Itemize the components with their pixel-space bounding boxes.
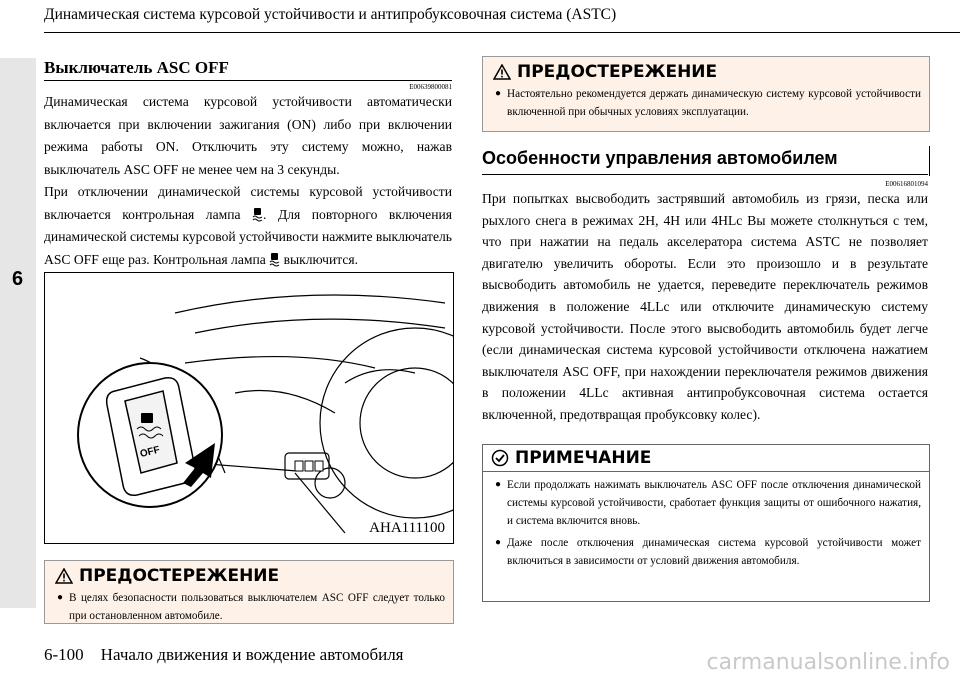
page-number: 6-100 [44,645,84,664]
page-footer [44,645,404,665]
warning-heading [45,561,453,589]
section-asc-off [44,58,452,271]
section-title: Выключатель ASC OFF [44,58,452,81]
warning-item [57,589,445,625]
note-item [495,476,921,530]
warning-triangle-icon [55,568,73,584]
paragraph-text: . Для повторного включения динамической системы курсовой устойчивости нажмите выключатель ASC OFF еще раз. Контрольная лампа [44,206,452,267]
note-item-text: Если продолжать нажимать выключатель ASC OFF после отключения динамической системы курсовой устойчивости, сработает функция защиты от ошибочного нажатия, и система включится вновь. [507,479,921,527]
warning-box-right [482,56,930,132]
bullet-icon: ● [495,88,502,99]
asc-off-lamp-icon [269,252,280,267]
dashboard-drawing [45,273,453,543]
section-title-handling [482,148,928,169]
title-bar [929,146,930,176]
note-item-text: Даже после отключения динамическая система курсовой устойчивости может включиться в зависимости от условий движения автомобиля. [507,537,921,567]
warning-body [45,589,453,631]
section-code: E00639800081 [409,83,452,91]
bullet-icon: ● [495,537,502,548]
warning-box-left [44,560,454,624]
note-item [495,534,921,570]
watermark: carmanualsonline.info [706,650,950,675]
section-handling [482,178,928,426]
running-header: Динамическая система курсовой устойчивости и антипробуксовочная система (ASTC) [44,6,617,23]
note-body [483,472,929,576]
chapter-number: 6 [12,268,24,290]
warning-item-text: Настоятельно рекомендуется держать динамическую систему курсовой устойчивости включенной при обычных условиях эксплуатации. [507,88,921,118]
warning-heading-text: ПРЕДОСТЕРЕЖЕНИЕ [79,566,280,586]
warning-item [495,85,921,121]
warning-heading [483,57,929,85]
warning-heading-text: ПРЕДОСТЕРЕЖЕНИЕ [517,62,718,82]
chapter-title: Начало движения и вождение автомобиля [100,645,404,664]
illustration-code: AHA111100 [369,520,445,536]
paragraph-text: При отключении динамической системы курсовой устойчивости включается контрольная лампа [44,184,452,222]
note-check-icon [491,449,509,467]
bullet-icon: ● [57,592,64,603]
section-title-text: Особенности управления автомобилем [482,148,838,168]
warning-body [483,85,929,127]
header-rule [44,32,960,33]
dashboard-illustration [44,272,454,544]
section-body: При попытках высвободить застрявший автомобиль из грязи, песка или рыхлого снега в режимах 2H, 4H или 4HLc Вы можете столкнуться с тем, что при нажатии на педаль акселератора система ASTC не позволяет двигателю увеличить обороты. Если это произошло и в результате высвободить автомобиль не удается, переведите переключатель режимов движения в положение 4LLc или отключите динамическую систему курсовой устойчивости. После этого высвободить автомобиль будет легче (если динамическая система курсовой устойчивости отключена нажатием выключателя ASC OFF, при нахождении переключателя режимов движения в положении 4LLc активная антипробуксовочная система остается включенной, предотвращая пробуксовку колес). [482,191,928,422]
note-heading [483,445,929,472]
section-code: E00616801094 [885,180,928,188]
switch-off-label: OFF [138,444,162,461]
paragraph: Динамическая система курсовой устойчивости автоматически включается при включении зажигания (ON) либо при включении режима работы ON. Отключить эту систему можно, нажав выключатель ASC OFF не менее чем на 3 секунды. [44,94,452,177]
bullet-icon: ● [495,479,502,490]
note-box [482,444,930,602]
warning-item-text: В целях безопасности пользоваться выключателем ASC OFF следует только при остановленном автомобиле. [69,592,445,622]
paragraph [44,181,452,271]
note-heading-text: ПРИМЕЧАНИЕ [515,448,652,468]
chapter-side-tab [0,58,36,608]
asc-off-lamp-icon [252,207,263,222]
warning-triangle-icon [493,64,511,80]
title-rule [482,174,928,175]
section-body [44,91,452,271]
paragraph-text: выключится. [283,251,359,267]
